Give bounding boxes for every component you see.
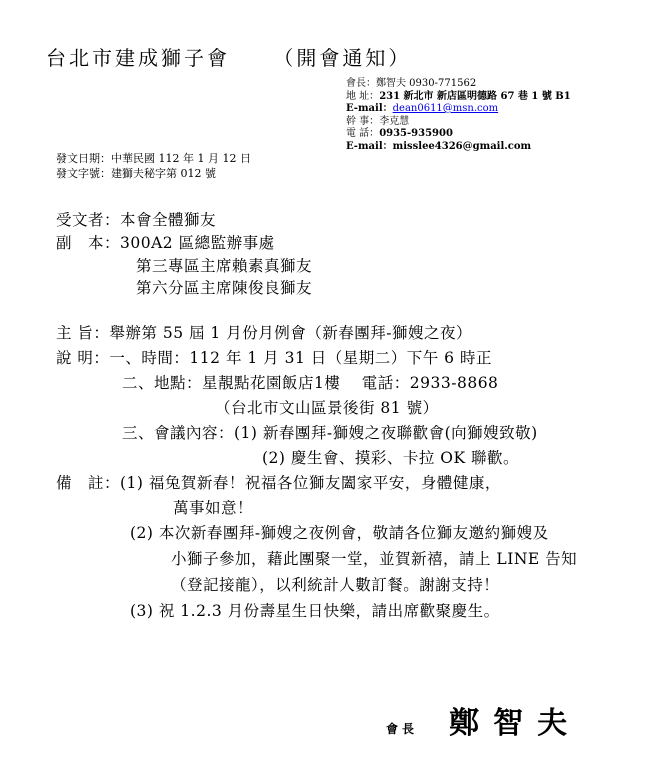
- email-link[interactable]: dean0611@msn.com: [392, 103, 499, 114]
- cc-line: 第六分區主席陳俊良獅友: [136, 279, 313, 297]
- reference-number: 發文字號：建獅夫秘字第 012 號: [56, 167, 216, 180]
- issue-date: 發文日期：中華民國 112 年 1 月 12 日: [56, 152, 251, 165]
- explanation-address: （台北市文山區景後街 81 號）: [215, 399, 439, 417]
- cc-line: 副 本：300A2 區總監辦事處: [56, 234, 275, 252]
- explanation-time: 說 明：一、時間：112 年 1 月 31 日（星期二）下午 6 時正: [56, 349, 492, 367]
- remark-3: (3) 祝 1.2.3 月份壽星生日快樂，請出席歡聚慶生。: [130, 602, 500, 620]
- signature-role: 會長: [386, 722, 419, 736]
- contact-block: [346, 78, 571, 153]
- document-meta: [56, 151, 251, 181]
- contact-email-secretary: E-mail：misslee4326@gmail.com: [346, 140, 532, 152]
- remark-2-cont: 小獅子參加，藉此團聚一堂，並賀新禧，請上 LINE 告知: [171, 550, 578, 568]
- notice-label: （開會通知）: [273, 46, 412, 70]
- document-title: [46, 42, 411, 71]
- recipient-line: 受文者：本會全體獅友: [56, 211, 217, 229]
- contact-secretary: 幹 事：李克慧: [346, 115, 410, 127]
- org-name: 台北市建成獅子會: [46, 46, 230, 70]
- subject-line: 主 旨：舉辦第 55 屆 1 月份月例會（新春團拜-獅嫂之夜）: [56, 324, 472, 342]
- remark-1-cont: 萬事如意！: [173, 499, 254, 517]
- remark-2: (2) 本次新春團拜-獅嫂之夜例會，敬請各位獅友邀約獅嫂及: [130, 524, 549, 542]
- explanation-agenda: 三、會議內容：(1) 新春團拜-獅嫂之夜聯歡會(向獅嫂致敬): [122, 424, 538, 442]
- explanation-agenda: (2) 慶生會、摸彩、卡拉 OK 聯歡。: [262, 449, 520, 467]
- signature-block: [386, 698, 581, 742]
- contact-phone: 電 話：0935-935900: [346, 128, 453, 139]
- explanation-place: 二、地點：星靚點花園飯店1樓 電話：2933-8868: [122, 374, 499, 392]
- contact-email-president: E-mail：dean0611@msn.com: [346, 103, 499, 114]
- remark-2-cont: （登記接龍），以利統計人數訂餐。謝謝支持！: [171, 576, 500, 594]
- contact-address: 地 址：231 新北市 新店區明德路 67 巷 1 號 B1: [346, 90, 571, 102]
- cc-line: 第三專區主席賴素真獅友: [136, 257, 313, 275]
- signature-name: 鄭智夫: [449, 706, 582, 741]
- contact-president: 會長：鄭智夫 0930-771562: [346, 78, 477, 89]
- remark-1: 備 註：(1) 福兔賀新春！祝福各位獅友闔家平安，身體健康，: [56, 474, 501, 492]
